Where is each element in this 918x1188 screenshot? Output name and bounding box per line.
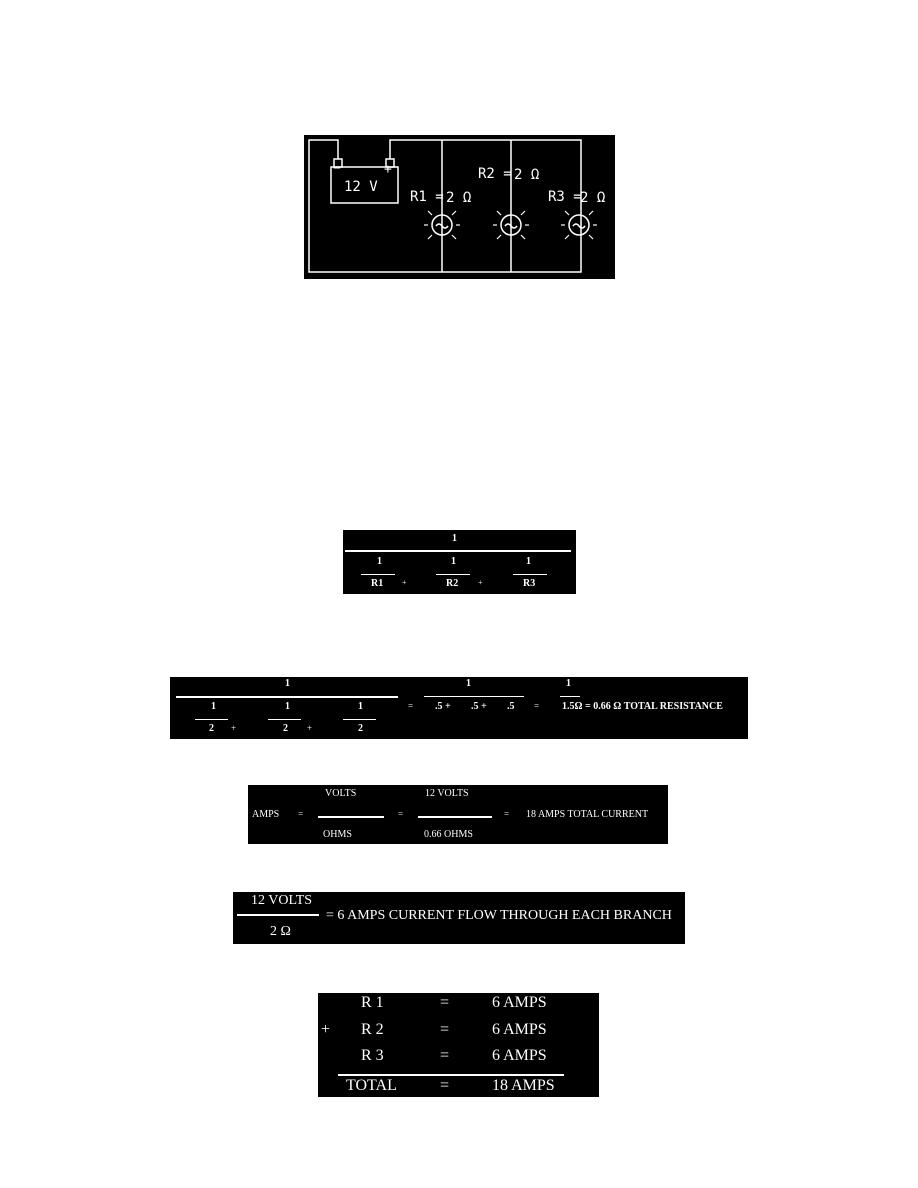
sum-row-1-value: 6 AMPS [492, 994, 547, 1011]
res-two-b: 2 [283, 723, 288, 734]
sum-row-1-label: R 1 [361, 994, 384, 1011]
formula-r1: R1 [371, 578, 384, 589]
formula-one-c: 1 [526, 556, 531, 567]
current-eq1: = [298, 809, 304, 819]
branch-current-calc [233, 892, 685, 944]
res-num2: 1 [466, 678, 471, 689]
branch-result: = 6 AMPS CURRENT FLOW THROUGH EACH BRANCH [326, 908, 672, 923]
sum-row-1-eq: = [440, 994, 450, 1011]
circuit-diagram [304, 135, 615, 279]
r2-value: 2 Ω [514, 167, 540, 183]
sum-row-2-value: 6 AMPS [492, 1021, 547, 1038]
res-one-a: 1 [211, 701, 216, 712]
ohms-value: 0.66 OHMS [424, 829, 473, 840]
r2-label: R2 = [478, 166, 512, 182]
current-bar-1 [318, 816, 384, 818]
parallel-resistance-formula [343, 530, 576, 594]
res-half-b: .5 + [471, 701, 487, 712]
res-two-a: 2 [209, 723, 214, 734]
res-bar-3 [560, 696, 580, 697]
sum-plus: + [321, 1021, 331, 1038]
res-num3: 1 [566, 678, 571, 689]
current-eq3: = [504, 809, 510, 819]
amps-label: AMPS [252, 809, 280, 820]
res-plus-b: + [307, 723, 313, 733]
formula-r2: R2 [446, 578, 459, 589]
total-current-calc [248, 785, 668, 844]
res-main-bar [176, 696, 398, 698]
sum-row-2-eq: = [440, 1021, 450, 1038]
current-result: 18 AMPS TOTAL CURRENT [526, 809, 649, 820]
res-half-a: .5 + [435, 701, 451, 712]
res-numerator: 1 [285, 678, 290, 689]
formula-bar-c [513, 574, 547, 575]
sum-bar [338, 1074, 564, 1076]
sum-row-2-label: R 2 [361, 1021, 384, 1038]
branch-numerator: 12 VOLTS [251, 893, 313, 908]
branch-sum-table [318, 993, 599, 1097]
res-eq1: = [408, 701, 414, 711]
formula-bar-a [361, 574, 395, 575]
branch-bar [237, 914, 319, 916]
res-bar-b [268, 719, 301, 720]
res-one-b: 1 [285, 701, 290, 712]
res-bar-c [343, 719, 376, 720]
sum-total-label: TOTAL [346, 1077, 397, 1094]
res-one-c: 1 [358, 701, 363, 712]
formula-numerator: 1 [452, 533, 457, 544]
battery-label: 12 V [344, 179, 378, 195]
formula-plus-a: + [402, 578, 407, 587]
current-eq2: = [398, 809, 404, 819]
r1-label: R1 = [410, 189, 444, 205]
formula-main-bar [345, 550, 571, 552]
sum-total-value: 18 AMPS [492, 1077, 555, 1094]
total-resistance-calc [170, 677, 748, 739]
battery-minus: − [333, 161, 341, 176]
volts-label: VOLTS [325, 788, 357, 799]
res-bar-2 [424, 696, 524, 697]
res-two-c: 2 [358, 723, 363, 734]
formula-r3: R3 [523, 578, 536, 589]
formula-one-a: 1 [377, 556, 382, 567]
branch-denominator: 2 Ω [270, 924, 291, 939]
r1-value: 2 Ω [446, 190, 472, 206]
sum-row-3-label: R 3 [361, 1047, 384, 1064]
res-half-c: .5 [507, 701, 515, 712]
formula-bar-b [436, 574, 470, 575]
volts-value: 12 VOLTS [425, 788, 469, 799]
res-bar-a [195, 719, 228, 720]
sum-row-3-value: 6 AMPS [492, 1047, 547, 1064]
ohms-label: OHMS [323, 829, 352, 840]
res-eq2: = [534, 701, 540, 711]
res-plus-a: + [231, 723, 237, 733]
current-bar-2 [418, 816, 492, 818]
sum-row-3-eq: = [440, 1047, 450, 1064]
formula-one-b: 1 [451, 556, 456, 567]
battery-plus: + [384, 162, 392, 177]
res-result: 1.5Ω = 0.66 Ω TOTAL RESISTANCE [562, 701, 723, 712]
r3-label: R3 = [548, 189, 582, 205]
sum-total-eq: = [440, 1077, 450, 1094]
circuit-wiring [304, 135, 615, 279]
formula-plus-b: + [478, 578, 483, 587]
r3-value: 2 Ω [580, 190, 606, 206]
